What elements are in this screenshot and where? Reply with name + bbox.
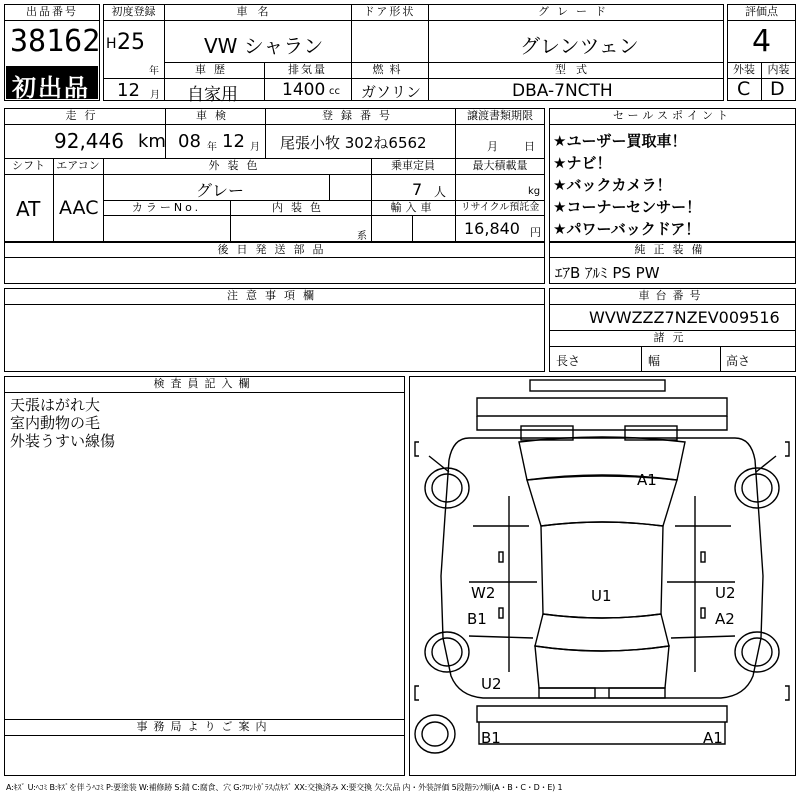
recycle-unit: 円	[530, 226, 541, 239]
reg-no-label: 登録番号	[322, 109, 398, 122]
color-no-label: カラーNo.	[131, 201, 202, 214]
specs-label: 諸元	[653, 331, 692, 344]
length-label: 長さ	[556, 354, 581, 368]
damage-mark: U2	[481, 675, 502, 693]
first-reg-month: 12	[117, 80, 140, 101]
first-reg-label: 初度登録	[111, 5, 156, 18]
equipment-label: 純正装備	[634, 243, 711, 256]
max-load-unit: kg	[528, 186, 541, 197]
inspection-label: 車検	[196, 109, 234, 122]
displacement-unit: cc	[329, 86, 340, 97]
door-label: ドア形状	[363, 5, 416, 18]
car-name: VW シャラン	[204, 34, 324, 58]
fuel-value: ガソリン	[361, 83, 422, 101]
sales-points-label: セールスポイント	[612, 109, 732, 122]
damage-mark: B1	[481, 729, 501, 747]
exterior-label: 外装	[733, 63, 755, 76]
width-label: 幅	[648, 354, 661, 368]
inspector-note-2: 室内動物の毛	[10, 414, 101, 432]
history-label: 車歴	[195, 63, 233, 76]
sales-point-2: ★ナビ！	[553, 154, 612, 172]
recycle-label: リサイクル預託金	[460, 202, 540, 213]
capacity-unit: 人	[434, 185, 447, 199]
damage-mark: U1	[591, 587, 612, 605]
sales-point-1: ★ユーザー買取車！	[553, 132, 687, 150]
fuel-label: 燃料	[372, 63, 407, 76]
capacity-label: 乗車定員	[391, 159, 435, 172]
ext-color-label: 外装色	[208, 159, 266, 172]
sales-point-3: ★バックカメラ！	[553, 176, 672, 194]
equipment-value: ｴｱB ｱﾙﾐ PS PW	[555, 264, 660, 282]
chassis-label: 車台番号	[638, 289, 707, 302]
notes-label: 注意事項欄	[227, 289, 322, 302]
car-name-label: 車名	[236, 5, 279, 18]
import-label: 輸入車	[390, 201, 436, 214]
era: H	[106, 36, 117, 52]
recycle-value: 16,840	[464, 219, 520, 238]
sales-point-5: ★パワーバックドア！	[553, 220, 701, 238]
ac-value: AAC	[59, 197, 99, 219]
ext-color-value: グレー	[196, 181, 245, 200]
capacity-value: 7	[412, 180, 423, 199]
displacement-value: 1400	[282, 80, 326, 100]
damage-mark: W2	[471, 584, 496, 602]
inspection-year-unit: 年	[207, 142, 217, 153]
car-diagram	[409, 376, 796, 776]
later-parts-label: 後日発送部品	[217, 243, 332, 256]
inspector-label: 検査員記入欄	[153, 377, 256, 390]
exterior-grade: C	[737, 78, 751, 100]
damage-mark: B1	[467, 610, 487, 628]
grade-value: グレンツェン	[520, 34, 639, 58]
inspection-month: 12	[222, 131, 245, 152]
transfer-label: 譲渡書類期限	[467, 109, 533, 122]
chassis-number: WVWZZZ7NZEV009516	[589, 308, 780, 327]
transfer-day-unit: 日	[524, 140, 535, 153]
model-value: DBA-7NCTH	[512, 81, 613, 101]
height-label: 高さ	[726, 354, 751, 368]
first-listing-label: 初出品	[12, 74, 90, 102]
grade-label: グレード	[538, 5, 614, 18]
lot-number: 38162	[10, 24, 101, 59]
displacement-label: 排気量	[288, 63, 327, 76]
mileage-unit: km	[138, 131, 166, 152]
lot-number-label: 出品番号	[26, 5, 78, 18]
ac-label: エアコン	[56, 159, 100, 172]
model-label: 型式	[555, 63, 597, 76]
inspection-year: 08	[178, 131, 201, 152]
damage-mark: U2	[715, 584, 736, 602]
mileage-label: 走行	[65, 109, 104, 122]
first-reg-year: 25	[117, 30, 145, 55]
reg-no-value: 尾張小牧 302ね6562	[280, 134, 427, 152]
score-label: 評価点	[745, 5, 778, 18]
inspector-note-1: 天張はがれ大	[10, 396, 101, 414]
score-value: 4	[752, 24, 772, 59]
interior-grade: D	[770, 78, 785, 100]
damage-legend: A:ｷｽﾞ U:ﾍｺﾐ B:ｷｽﾞを伴うﾍｺﾐ P:要塗装 W:補修跡 S:錆 C:腐食、穴 G:ﾌﾛﾝﾄｶﾞﾗｽ点ｷｽﾞ XX:交換済み X:要交換 欠:欠品 内・外装評価 5段階ﾗﾝｸ順(A・B・C・D・E) 1	[6, 783, 563, 792]
sales-point-4: ★コーナーセンサー！	[553, 198, 702, 216]
mileage-value: 92,446	[54, 129, 124, 153]
damage-mark: A1	[703, 729, 723, 747]
shift-value: AT	[16, 197, 41, 221]
history-value: 自家用	[187, 85, 238, 105]
damage-mark: A2	[715, 610, 735, 628]
shift-label: シフト	[12, 159, 45, 172]
damage-mark: A1	[637, 471, 657, 489]
inspector-note-3: 外装うすい線傷	[10, 432, 116, 450]
year-unit: 年	[149, 66, 159, 77]
office-label: 事務局よりご案内	[136, 720, 273, 733]
int-color-unit: 系	[357, 231, 367, 242]
month-unit: 月	[150, 90, 160, 101]
interior-label: 内装	[767, 63, 790, 76]
int-color-label: 内装色	[272, 201, 329, 214]
inspection-month-unit: 月	[250, 142, 260, 153]
max-load-label: 最大積載量	[472, 159, 528, 172]
transfer-month-unit: 月	[487, 140, 498, 153]
